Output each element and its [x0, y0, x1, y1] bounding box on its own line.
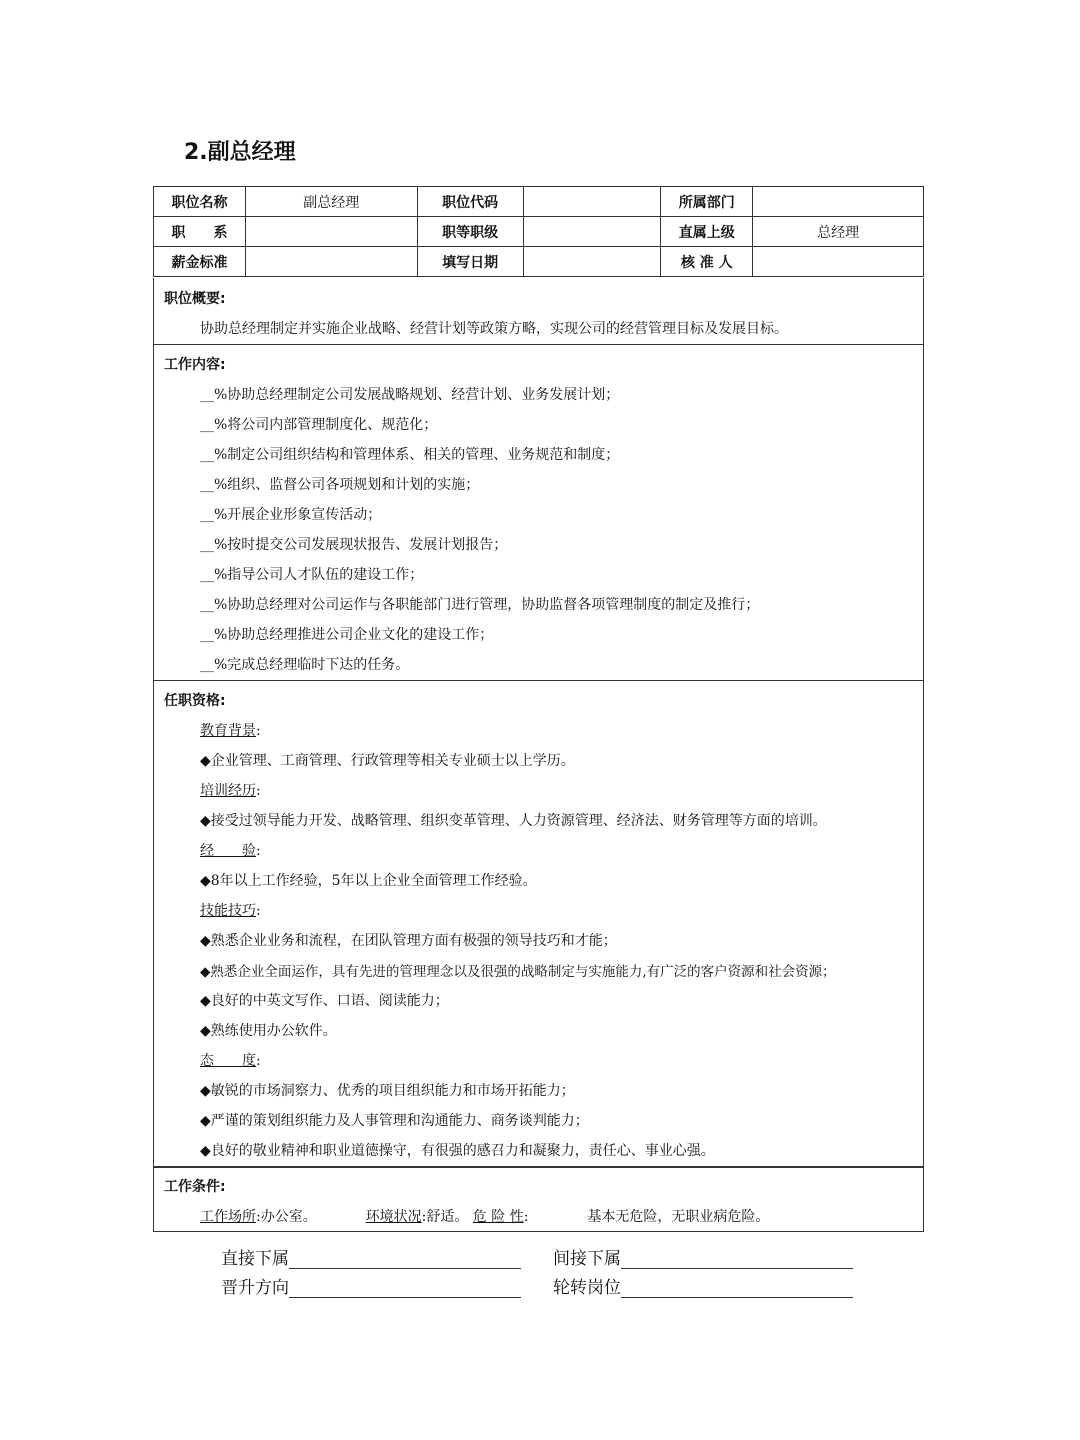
- table-row: [154, 217, 924, 247]
- salary-value: [245, 247, 417, 277]
- list-item: __%按时提交公司发展现状报告、发展计划报告；: [200, 537, 508, 553]
- department-value: [753, 187, 924, 217]
- education-text: ◆企业管理、工商管理、行政管理等相关专业硕士以上学历。: [200, 753, 575, 769]
- list-item: ◆熟悉企业业务和流程，在团队管理方面有极强的领导技巧和才能；: [200, 933, 617, 949]
- fill-date-value: [523, 247, 661, 277]
- position-name-label: 职位名称: [154, 187, 246, 217]
- work-heading: 工作内容:: [164, 357, 226, 373]
- list-item: __%协助总经理推进公司企业文化的建设工作；: [200, 627, 494, 643]
- supervisor-label: 直属上级: [661, 217, 753, 247]
- experience-text: ◆8年以上工作经验，5年以上企业全面管理工作经验。: [200, 873, 537, 889]
- list-item: ◆良好的中英文写作、口语、阅读能力；: [200, 993, 449, 1009]
- grade-label: 职等职级: [417, 217, 523, 247]
- direct-subordinate-label: 直接下属: [221, 1249, 289, 1269]
- promotion-label: 晋升方向: [221, 1278, 289, 1298]
- environment-value: :舒适。: [421, 1209, 469, 1225]
- header-table: [153, 186, 924, 277]
- training-subheading: 培训经历:: [200, 783, 261, 799]
- risk-label: 危 险 性: [472, 1209, 524, 1225]
- attitude-subheading: 态 度:: [200, 1053, 261, 1069]
- list-item: __%完成总经理临时下达的任务。: [200, 657, 410, 673]
- job-family-value: [245, 217, 417, 247]
- position-code-label: 职位代码: [417, 187, 523, 217]
- list-item: __%制定公司组织结构和管理体系、相关的管理、业务规范和制度；: [200, 447, 620, 463]
- position-code-value: [523, 187, 661, 217]
- work-section: [153, 344, 924, 681]
- summary-text: 协助总经理制定并实施企业战略、经营计划等政策方略，实现公司的经营管理目标及发展目标。: [200, 321, 788, 337]
- list-item: __%组织、监督公司各项规划和计划的实施；: [200, 477, 480, 493]
- grade-value: [523, 217, 661, 247]
- workplace-value: :办公室。: [256, 1209, 317, 1225]
- experience-subheading: 经 验:: [200, 843, 261, 859]
- department-label: 所属部门: [661, 187, 753, 217]
- list-item: ◆良好的敬业精神和职业道德操守，有很强的感召力和凝聚力，责任心、事业心强。: [200, 1143, 715, 1159]
- qualification-section: [153, 680, 924, 1168]
- conditions-section: [153, 1166, 924, 1232]
- direct-subordinate-field: [221, 1244, 521, 1269]
- page-title: 2.副总经理: [184, 140, 296, 165]
- environment-label: 环境状况: [365, 1209, 422, 1225]
- list-item: ◆严谨的策划组织能力及人事管理和沟通能力、商务谈判能力；: [200, 1113, 589, 1129]
- training-text: ◆接受过领导能力开发、战略管理、组织变革管理、人力资源管理、经济法、财务管理等方面的培训。: [200, 813, 827, 829]
- indirect-subordinate-field: [553, 1244, 853, 1269]
- list-item: __%协助总经理制定公司发展战略规划、经营计划、业务发展计划；: [200, 387, 620, 403]
- skills-subheading: 技能技巧:: [200, 903, 261, 919]
- promotion-input[interactable]: [289, 1279, 521, 1298]
- education-subheading: 教育背景:: [200, 723, 261, 739]
- indirect-subordinate-input[interactable]: [621, 1250, 853, 1269]
- promotion-field: [221, 1273, 521, 1298]
- salary-label: 薪金标准: [154, 247, 246, 277]
- approver-value: [753, 247, 924, 277]
- rotation-label: 轮转岗位: [553, 1278, 621, 1298]
- conditions-heading: 工作条件:: [164, 1179, 226, 1195]
- approver-label: 核 准 人: [661, 247, 753, 277]
- risk-value: 基本无危险，无职业病危险。: [587, 1209, 770, 1225]
- list-item: __%开展企业形象宣传活动；: [200, 507, 382, 523]
- workplace-label: 工作场所: [200, 1209, 256, 1225]
- direct-subordinate-input[interactable]: [289, 1250, 521, 1269]
- summary-section: [153, 278, 924, 345]
- list-item: ◆熟练使用办公软件。: [200, 1023, 337, 1039]
- rotation-field: [553, 1273, 853, 1298]
- position-name-value: 副总经理: [245, 187, 417, 217]
- supervisor-value: 总经理: [753, 217, 924, 247]
- list-item: ◆敏锐的市场洞察力、优秀的项目组织能力和市场开拓能力；: [200, 1083, 575, 1099]
- conditions-line: 工作场所:办公室。 环境状况:舒适。 危 险 性: 基本无危险，无职业病危险。: [200, 1209, 770, 1225]
- list-item: __%指导公司人才队伍的建设工作；: [200, 567, 424, 583]
- list-item: ◆熟悉企业全面运作，具有先进的管理理念以及很强的战略制定与实施能力,有广泛的客户资源和社会资源；: [200, 964, 836, 980]
- qualification-heading: 任职资格:: [164, 693, 226, 709]
- list-item: __%协助总经理对公司运作与各职能部门进行管理，协助监督各项管理制度的制定及推行；: [200, 597, 760, 613]
- table-row: [154, 187, 924, 217]
- job-family-label: 职 系: [154, 217, 246, 247]
- indirect-subordinate-label: 间接下属: [553, 1249, 621, 1269]
- rotation-input[interactable]: [621, 1279, 853, 1298]
- table-row: [154, 247, 924, 277]
- fill-date-label: 填写日期: [417, 247, 523, 277]
- summary-heading: 职位概要:: [164, 291, 226, 307]
- list-item: __%将公司内部管理制度化、规范化；: [200, 417, 438, 433]
